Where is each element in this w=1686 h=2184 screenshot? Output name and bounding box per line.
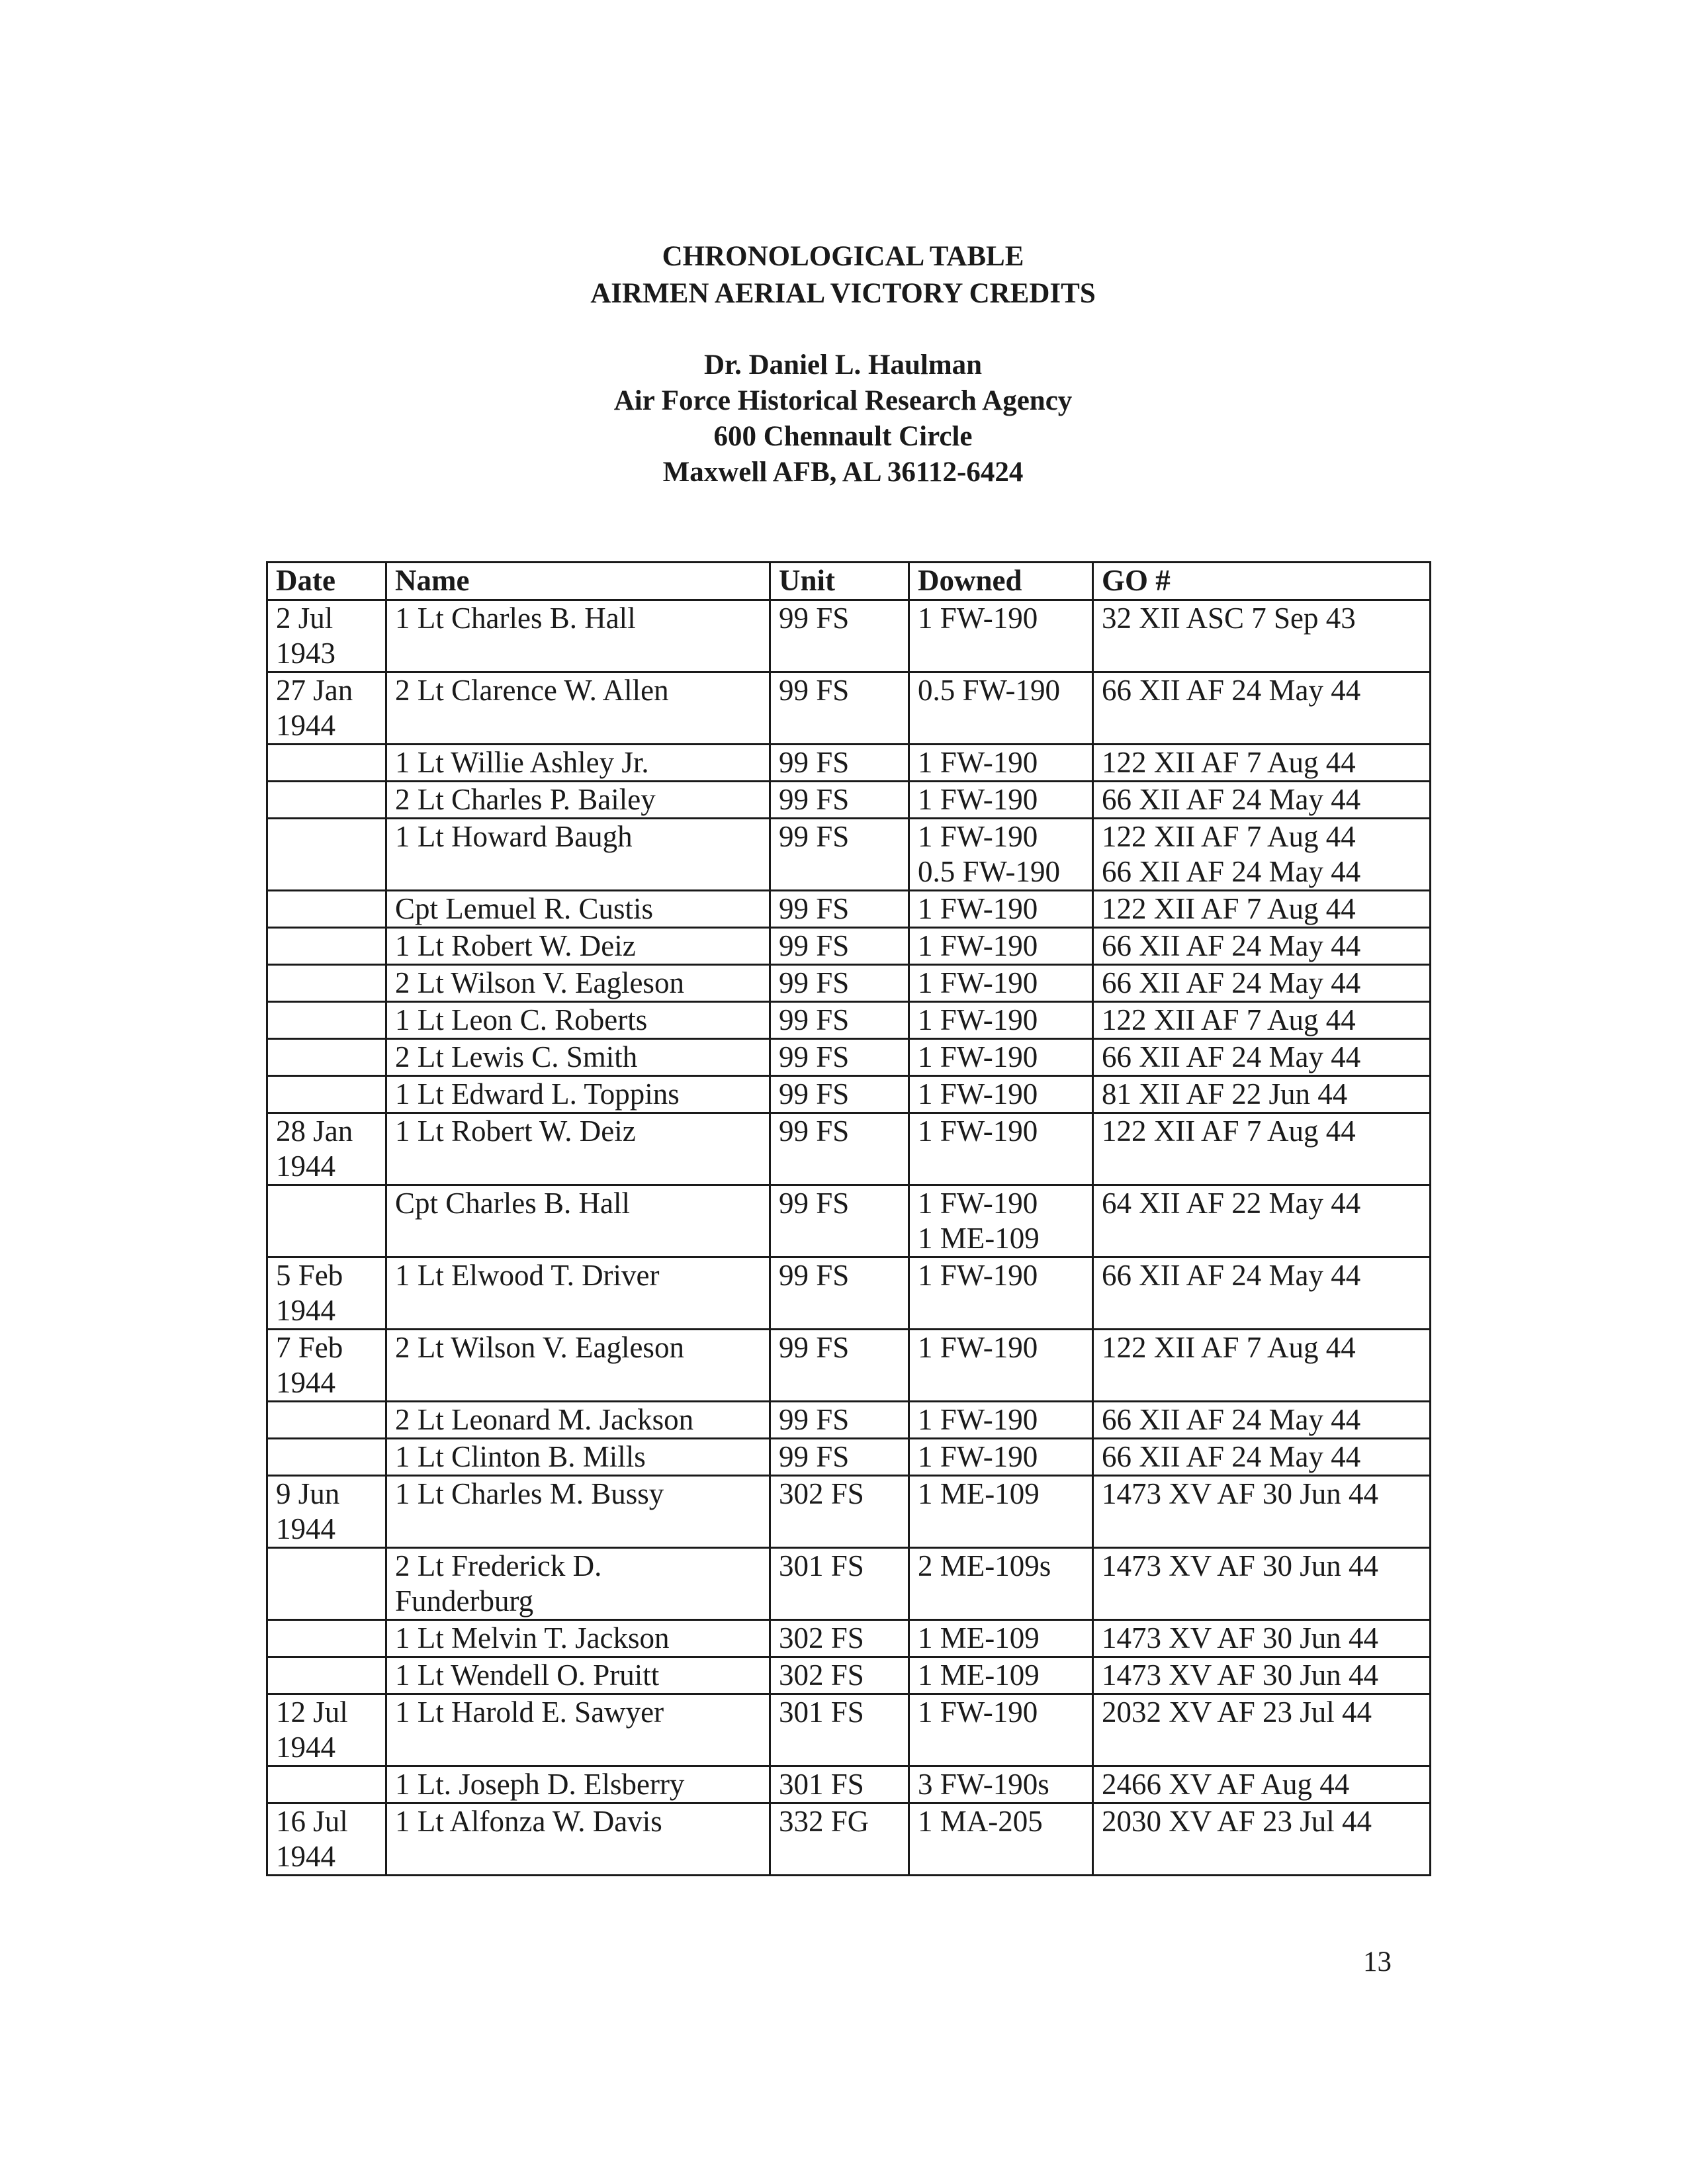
go-number-cell <box>1093 1402 1431 1439</box>
name-cell-line: 2 Lt Charles P. Bailey <box>395 783 656 816</box>
name-cell-line: 2 Lt Wilson V. Eagleson <box>395 966 684 999</box>
table-row <box>267 1548 1431 1620</box>
date-cell-line: 12 Jul <box>276 1696 348 1729</box>
date-cell-line: 1944 <box>276 1294 335 1327</box>
downed-cell <box>909 1039 1093 1076</box>
downed-cell-line: 1 ME-109 <box>918 1477 1040 1510</box>
name-cell <box>386 1766 770 1803</box>
date-cell <box>267 928 386 965</box>
date-cell <box>267 819 386 891</box>
date-cell <box>267 1185 386 1257</box>
date-cell <box>267 1439 386 1476</box>
unit-cell: 99 FS <box>770 928 909 965</box>
table-body <box>267 600 1431 1876</box>
downed-cell-line: 1 FW-190 <box>918 1115 1038 1148</box>
name-cell <box>386 600 770 672</box>
name-cell-line: 1 Lt Charles B. Hall <box>395 602 636 635</box>
downed-cell-line: 3 FW-190s <box>918 1768 1049 1801</box>
column-header-downed: Downed <box>909 563 1093 600</box>
name-cell-line: 1 Lt Harold E. Sawyer <box>395 1696 664 1729</box>
go-number-cell <box>1093 819 1431 891</box>
name-cell <box>386 1657 770 1694</box>
name-cell <box>386 1257 770 1330</box>
date-cell <box>267 1657 386 1694</box>
name-cell <box>386 1548 770 1620</box>
table-row <box>267 891 1431 928</box>
unit-cell: 99 FS <box>770 819 909 891</box>
table-row <box>267 1803 1431 1876</box>
unit-cell: 99 FS <box>770 1439 909 1476</box>
date-cell-line: 1944 <box>276 1731 335 1764</box>
downed-cell-line: 1 FW-190 <box>918 820 1038 853</box>
downed-cell-line: 1 FW-190 <box>918 1440 1038 1473</box>
author-city: Maxwell AFB, AL 36112-6424 <box>662 457 1024 488</box>
unit-cell: 301 FS <box>770 1766 909 1803</box>
go-number-cell <box>1093 928 1431 965</box>
go-number-cell-line: 66 XII AF 24 May 44 <box>1102 783 1361 816</box>
date-cell <box>267 1113 386 1185</box>
name-cell <box>386 745 770 782</box>
go-number-cell <box>1093 1113 1431 1185</box>
go-number-cell-line: 64 XII AF 22 May 44 <box>1102 1187 1361 1220</box>
go-number-cell-line: 122 XII AF 7 Aug 44 <box>1102 892 1356 925</box>
table-row <box>267 672 1431 745</box>
go-number-cell <box>1093 965 1431 1002</box>
date-cell <box>267 1330 386 1402</box>
go-number-cell <box>1093 1330 1431 1402</box>
downed-cell <box>909 1620 1093 1657</box>
table-row <box>267 1439 1431 1476</box>
unit-cell: 99 FS <box>770 1402 909 1439</box>
go-number-cell-line: 66 XII AF 24 May 44 <box>1102 966 1361 999</box>
column-header-go-number: GO # <box>1093 563 1431 600</box>
name-cell <box>386 782 770 819</box>
table-row <box>267 745 1431 782</box>
go-number-cell-line: 66 XII AF 24 May 44 <box>1102 674 1361 707</box>
column-header-date: Date <box>267 563 386 600</box>
table-row <box>267 1039 1431 1076</box>
table-row <box>267 928 1431 965</box>
name-cell-line: 2 Lt Frederick D. <box>395 1549 602 1582</box>
name-cell <box>386 1476 770 1548</box>
name-cell-line: 1 Lt. Joseph D. Elsberry <box>395 1768 685 1801</box>
name-cell-line: 2 Lt Clarence W. Allen <box>395 674 669 707</box>
unit-cell: 99 FS <box>770 600 909 672</box>
name-cell <box>386 1039 770 1076</box>
go-number-cell-line: 66 XII AF 24 May 44 <box>1102 1403 1361 1436</box>
date-cell-line: 1944 <box>276 1366 335 1399</box>
downed-cell <box>909 1113 1093 1185</box>
name-cell-line: 1 Lt Willie Ashley Jr. <box>395 746 649 779</box>
unit-cell: 99 FS <box>770 1002 909 1039</box>
go-number-cell <box>1093 1076 1431 1113</box>
author-organization: Air Force Historical Research Agency <box>613 385 1073 416</box>
unit-cell: 301 FS <box>770 1694 909 1766</box>
go-number-cell-line: 81 XII AF 22 Jun 44 <box>1102 1077 1348 1111</box>
date-cell <box>267 1076 386 1113</box>
date-cell <box>267 782 386 819</box>
column-header-name: Name <box>386 563 770 600</box>
go-number-cell <box>1093 1766 1431 1803</box>
date-cell-line: 5 Feb <box>276 1259 343 1292</box>
downed-cell <box>909 1657 1093 1694</box>
table-row <box>267 1476 1431 1548</box>
downed-cell <box>909 928 1093 965</box>
go-number-cell-line: 66 XII AF 24 May 44 <box>1102 1440 1361 1473</box>
downed-cell-line: 1 ME-109 <box>918 1621 1040 1655</box>
name-cell <box>386 965 770 1002</box>
date-cell <box>267 745 386 782</box>
name-cell-line: 2 Lt Wilson V. Eagleson <box>395 1331 684 1364</box>
name-cell <box>386 1113 770 1185</box>
unit-cell: 99 FS <box>770 1330 909 1402</box>
date-cell <box>267 1766 386 1803</box>
downed-cell-line: 1 FW-190 <box>918 966 1038 999</box>
table-row <box>267 1402 1431 1439</box>
downed-cell <box>909 1002 1093 1039</box>
downed-cell <box>909 965 1093 1002</box>
downed-cell <box>909 600 1093 672</box>
document-title <box>0 238 1686 312</box>
unit-cell: 302 FS <box>770 1620 909 1657</box>
go-number-cell <box>1093 1257 1431 1330</box>
date-cell <box>267 1803 386 1876</box>
table-row <box>267 1257 1431 1330</box>
name-cell <box>386 1694 770 1766</box>
go-number-cell <box>1093 1476 1431 1548</box>
unit-cell: 99 FS <box>770 965 909 1002</box>
downed-cell <box>909 782 1093 819</box>
downed-cell <box>909 1185 1093 1257</box>
name-cell-line: 1 Lt Edward L. Toppins <box>395 1077 680 1111</box>
title-line-1: CHRONOLOGICAL TABLE <box>662 241 1024 272</box>
table-row <box>267 819 1431 891</box>
name-cell-line: 1 Lt Howard Baugh <box>395 820 633 853</box>
title-line-2: AIRMEN AERIAL VICTORY CREDITS <box>590 278 1096 309</box>
unit-cell: 332 FG <box>770 1803 909 1876</box>
table-row <box>267 1620 1431 1657</box>
date-cell-line: 1944 <box>276 1840 335 1873</box>
go-number-cell-line: 66 XII AF 24 May 44 <box>1102 855 1361 888</box>
go-number-cell-line: 122 XII AF 7 Aug 44 <box>1102 746 1356 779</box>
name-cell-line: 1 Lt Clinton B. Mills <box>395 1440 646 1473</box>
downed-cell-line: 1 FW-190 <box>918 1331 1038 1364</box>
go-number-cell-line: 2032 XV AF 23 Jul 44 <box>1102 1696 1372 1729</box>
go-number-cell-line: 66 XII AF 24 May 44 <box>1102 929 1361 962</box>
unit-cell: 99 FS <box>770 891 909 928</box>
go-number-cell <box>1093 1694 1431 1766</box>
name-cell-line: 1 Lt Charles M. Bussy <box>395 1477 664 1510</box>
downed-cell <box>909 1476 1093 1548</box>
downed-cell-line: 2 ME-109s <box>918 1549 1051 1582</box>
table-row <box>267 965 1431 1002</box>
name-cell-line: 1 Lt Robert W. Deiz <box>395 1115 636 1148</box>
downed-cell <box>909 1076 1093 1113</box>
table-row <box>267 600 1431 672</box>
unit-cell: 99 FS <box>770 1039 909 1076</box>
go-number-cell <box>1093 1185 1431 1257</box>
downed-cell <box>909 1402 1093 1439</box>
name-cell <box>386 1330 770 1402</box>
date-cell <box>267 1620 386 1657</box>
date-cell-line: 16 Jul <box>276 1805 348 1838</box>
name-cell-line: 2 Lt Lewis C. Smith <box>395 1040 638 1073</box>
date-cell-line: 7 Feb <box>276 1331 343 1364</box>
date-cell <box>267 1257 386 1330</box>
name-cell <box>386 672 770 745</box>
author-street: 600 Chennault Circle <box>713 421 973 452</box>
go-number-cell-line: 2030 XV AF 23 Jul 44 <box>1102 1805 1372 1838</box>
go-number-cell-line: 1473 XV AF 30 Jun 44 <box>1102 1549 1378 1582</box>
table-row <box>267 1657 1431 1694</box>
go-number-cell <box>1093 1039 1431 1076</box>
date-cell <box>267 1548 386 1620</box>
go-number-cell-line: 1473 XV AF 30 Jun 44 <box>1102 1659 1378 1692</box>
name-cell <box>386 1185 770 1257</box>
go-number-cell-line: 122 XII AF 7 Aug 44 <box>1102 1003 1356 1036</box>
table-row <box>267 782 1431 819</box>
go-number-cell <box>1093 891 1431 928</box>
table-row <box>267 1002 1431 1039</box>
date-cell <box>267 1039 386 1076</box>
date-cell-line: 1944 <box>276 709 335 742</box>
date-cell <box>267 1002 386 1039</box>
date-cell-line: 1944 <box>276 1150 335 1183</box>
downed-cell-line: 1 FW-190 <box>918 1187 1038 1220</box>
unit-cell: 99 FS <box>770 745 909 782</box>
downed-cell <box>909 1766 1093 1803</box>
name-cell-line: 1 Lt Robert W. Deiz <box>395 929 636 962</box>
name-cell <box>386 1803 770 1876</box>
unit-cell: 99 FS <box>770 1257 909 1330</box>
downed-cell-line: 1 FW-190 <box>918 1040 1038 1073</box>
go-number-cell <box>1093 1657 1431 1694</box>
downed-cell <box>909 1330 1093 1402</box>
downed-cell <box>909 745 1093 782</box>
author-block <box>0 347 1686 490</box>
go-number-cell-line: 122 XII AF 7 Aug 44 <box>1102 1115 1356 1148</box>
name-cell-line: Funderburg <box>395 1584 534 1617</box>
name-cell <box>386 819 770 891</box>
date-cell <box>267 965 386 1002</box>
downed-cell-line: 0.5 FW-190 <box>918 674 1061 707</box>
go-number-cell-line: 1473 XV AF 30 Jun 44 <box>1102 1477 1378 1510</box>
name-cell-line: 1 Lt Alfonza W. Davis <box>395 1805 662 1838</box>
go-number-cell <box>1093 1002 1431 1039</box>
downed-cell <box>909 672 1093 745</box>
go-number-cell-line: 32 XII ASC 7 Sep 43 <box>1102 602 1356 635</box>
go-number-cell <box>1093 672 1431 745</box>
name-cell-line: Cpt Lemuel R. Custis <box>395 892 654 925</box>
downed-cell-line: 1 FW-190 <box>918 1403 1038 1436</box>
downed-cell <box>909 1548 1093 1620</box>
name-cell-line: 1 Lt Leon C. Roberts <box>395 1003 648 1036</box>
name-cell <box>386 1076 770 1113</box>
downed-cell-line: 1 FW-190 <box>918 1696 1038 1729</box>
downed-cell <box>909 1803 1093 1876</box>
unit-cell: 99 FS <box>770 1185 909 1257</box>
downed-cell-line: 1 MA-205 <box>918 1805 1043 1838</box>
date-cell <box>267 600 386 672</box>
go-number-cell-line: 66 XII AF 24 May 44 <box>1102 1040 1361 1073</box>
downed-cell <box>909 891 1093 928</box>
downed-cell-line: 1 ME-109 <box>918 1222 1040 1255</box>
downed-cell-line: 1 ME-109 <box>918 1659 1040 1692</box>
downed-cell-line: 1 FW-190 <box>918 892 1038 925</box>
downed-cell-line: 1 FW-190 <box>918 602 1038 635</box>
date-cell <box>267 1694 386 1766</box>
date-cell-line: 27 Jan <box>276 674 353 707</box>
downed-cell-line: 1 FW-190 <box>918 1077 1038 1111</box>
date-cell <box>267 891 386 928</box>
name-cell <box>386 928 770 965</box>
go-number-cell <box>1093 1620 1431 1657</box>
unit-cell: 99 FS <box>770 1113 909 1185</box>
table-row <box>267 1076 1431 1113</box>
author-name: Dr. Daniel L. Haulman <box>703 349 983 381</box>
table-row <box>267 1113 1431 1185</box>
go-number-cell <box>1093 1439 1431 1476</box>
table-header-row <box>267 563 1431 600</box>
name-cell-line: 1 Lt Melvin T. Jackson <box>395 1621 670 1655</box>
downed-cell <box>909 1439 1093 1476</box>
table-row <box>267 1694 1431 1766</box>
name-cell-line: 1 Lt Wendell O. Pruitt <box>395 1659 660 1692</box>
go-number-cell <box>1093 745 1431 782</box>
go-number-cell-line: 66 XII AF 24 May 44 <box>1102 1259 1361 1292</box>
name-cell-line: 2 Lt Leonard M. Jackson <box>395 1403 694 1436</box>
unit-cell: 99 FS <box>770 1076 909 1113</box>
date-cell-line: 28 Jan <box>276 1115 353 1148</box>
go-number-cell-line: 2466 XV AF Aug 44 <box>1102 1768 1350 1801</box>
unit-cell: 99 FS <box>770 672 909 745</box>
column-header-unit: Unit <box>770 563 909 600</box>
date-cell <box>267 672 386 745</box>
downed-cell-line: 1 FW-190 <box>918 1259 1038 1292</box>
downed-cell-line: 1 FW-190 <box>918 783 1038 816</box>
downed-cell <box>909 819 1093 891</box>
go-number-cell-line: 1473 XV AF 30 Jun 44 <box>1102 1621 1378 1655</box>
name-cell <box>386 1402 770 1439</box>
go-number-cell-line: 122 XII AF 7 Aug 44 <box>1102 820 1356 853</box>
name-cell-line: Cpt Charles B. Hall <box>395 1187 630 1220</box>
name-cell <box>386 1439 770 1476</box>
unit-cell: 302 FS <box>770 1657 909 1694</box>
downed-cell-line: 1 FW-190 <box>918 929 1038 962</box>
date-cell-line: 2 Jul <box>276 602 333 635</box>
date-cell <box>267 1402 386 1439</box>
downed-cell <box>909 1257 1093 1330</box>
page-number: 13 <box>1363 1946 1392 1978</box>
downed-cell-line: 1 FW-190 <box>918 1003 1038 1036</box>
unit-cell: 302 FS <box>770 1476 909 1548</box>
date-cell-line: 9 Jun <box>276 1477 340 1510</box>
go-number-cell <box>1093 600 1431 672</box>
date-cell <box>267 1476 386 1548</box>
name-cell <box>386 1002 770 1039</box>
unit-cell: 99 FS <box>770 782 909 819</box>
unit-cell: 301 FS <box>770 1548 909 1620</box>
go-number-cell <box>1093 1803 1431 1876</box>
go-number-cell <box>1093 782 1431 819</box>
downed-cell <box>909 1694 1093 1766</box>
table-row <box>267 1766 1431 1803</box>
name-cell <box>386 891 770 928</box>
table-row <box>267 1330 1431 1402</box>
go-number-cell-line: 122 XII AF 7 Aug 44 <box>1102 1331 1356 1364</box>
victory-credits-table <box>266 561 1431 1876</box>
downed-cell-line: 0.5 FW-190 <box>918 855 1061 888</box>
go-number-cell <box>1093 1548 1431 1620</box>
downed-cell-line: 1 FW-190 <box>918 746 1038 779</box>
date-cell-line: 1944 <box>276 1512 335 1545</box>
table-row <box>267 1185 1431 1257</box>
name-cell-line: 1 Lt Elwood T. Driver <box>395 1259 660 1292</box>
date-cell-line: 1943 <box>276 637 335 670</box>
name-cell <box>386 1620 770 1657</box>
